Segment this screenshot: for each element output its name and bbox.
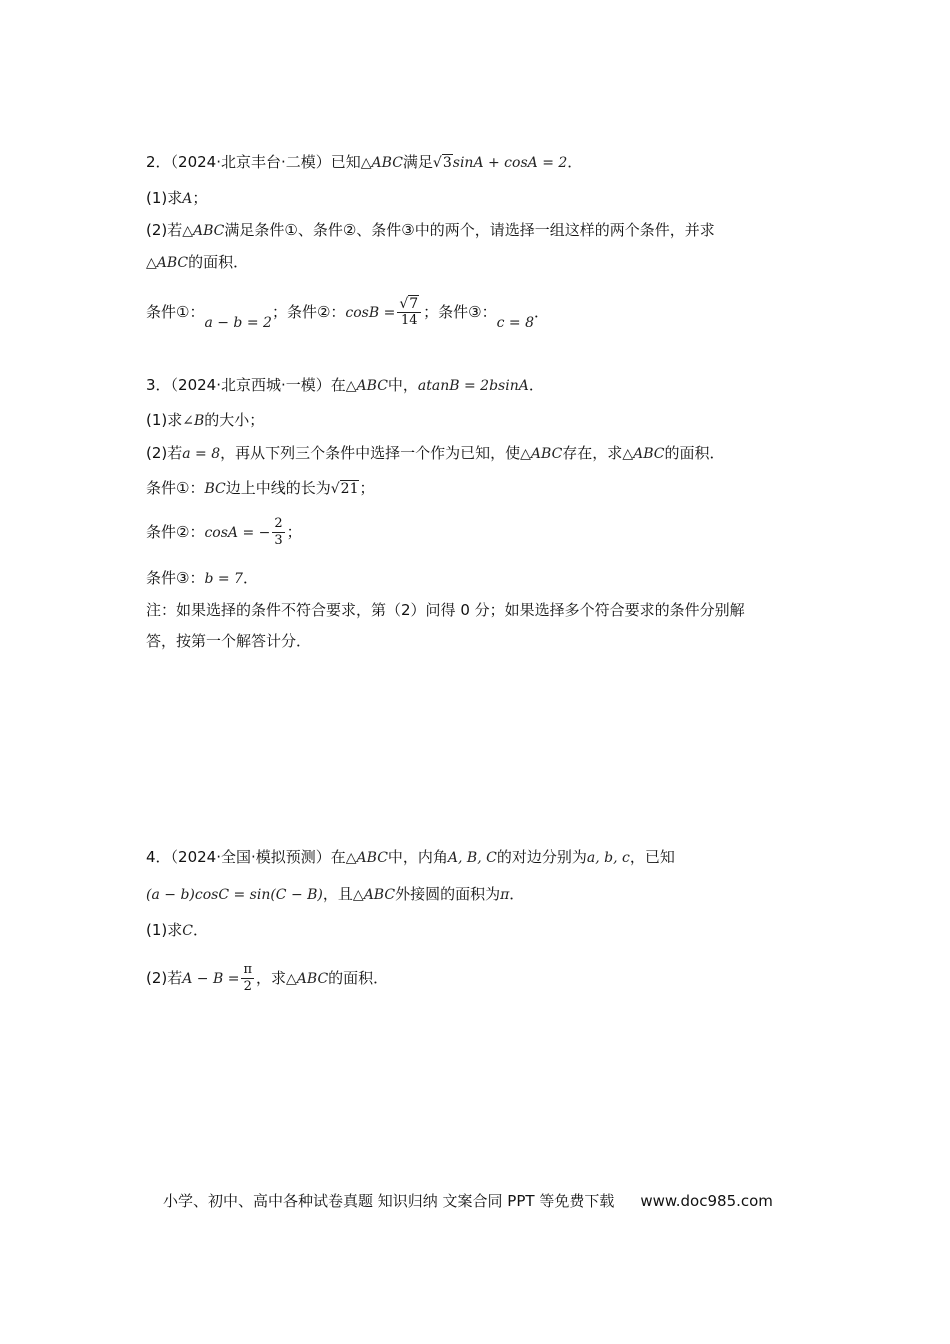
q4-sides: a, b, c [586,850,630,866]
q4-p1-var: C [182,923,193,939]
q2-part2-cont [146,252,248,273]
q3-note-line2: 答，按第一个解答计分． [146,632,312,650]
q2-cond1-label: 条件①： [146,303,205,321]
q2-stem [146,152,582,173]
q3-triangle: △ABC [345,378,388,394]
q4-pi: π [500,887,510,903]
q2-p2-text: 满足条件①、条件②、条件③中的两个，请选择一组这样的两个条件，并求 [224,221,715,239]
q3-note-line1: 注：如果选择的条件不符合要求，第（2）问得 0 分；如果选择多个符合要求的条件分别解 [146,601,745,619]
q2-cond3-end: ． [534,303,550,321]
q4-triangle-2: △ABC [352,887,396,903]
q4-stem [146,847,675,868]
q4-p2-text: ，求 [256,969,287,987]
q2-p1-suffix: ； [192,189,208,207]
q2-satisfy: 满足 [402,153,433,171]
q3-equation: atanB = 2bsinA [417,378,529,394]
q3-cond1 [146,478,375,499]
page-footer [163,1190,773,1211]
q2-end: ． [567,153,583,171]
q3-c3-end: ． [242,569,258,587]
q2-head: 2．（2024·北京丰台·二模）已知 [146,153,361,171]
q3-part1 [146,410,264,431]
q2-p2-triangle: △ABC [182,223,225,239]
q3-c3-expr: b = 7 [204,571,243,587]
q2-sqrt: √3 [432,155,452,171]
q4-and: ，且 [322,885,353,903]
q3-p2-area: 的面积． [664,444,725,462]
q2-cond2-pre: cosB = [345,305,396,321]
q3-cond2 [146,512,302,553]
q3-stem [146,375,544,396]
q2-conditions [146,292,549,333]
q2-cond2-fraction: $\frac{√7}{14}$ [397,296,421,329]
q4-mid: 中，内角 [387,848,448,866]
footer-text: 小学、初中、高中各种试卷真题 知识归纳 文案合同 PPT 等免费下载 [163,1192,615,1210]
q2-p2-area: 的面积． [188,253,249,271]
q4-p1-suffix: ． [192,921,208,939]
q2-triangle: △ABC [360,155,403,171]
q3-c2-end: ； [286,523,302,541]
q3-p2-triangle: △ABC [520,446,563,462]
q4-triangle: △ABC [345,850,388,866]
q4-p1-prefix: (1)求 [146,921,183,939]
footer-url[interactable]: www.doc985.com [640,1192,773,1210]
q3-p2-text: ，再从下列三个条件中选择一个作为已知，使 [220,444,521,462]
q2-cond3-expr: c = 8 [496,315,535,331]
q4-stem-cont [146,884,524,905]
q2-p2-prefix: (2)若 [146,221,183,239]
q4-p2-area: 的面积． [328,969,389,987]
q4-circle: 外接圆的面积为 [395,885,501,903]
q2-p1-var: A [182,191,193,207]
q3-p1-var: ∠B [182,413,205,429]
q2-part1 [146,188,207,209]
q3-head: 3．（2024·北京西城·一模）在 [146,376,346,394]
q3-c2-label: 条件②： [146,523,205,541]
q3-c3-label: 条件③： [146,569,205,587]
q3-c1-sqrt: √21 [330,481,359,497]
q3-c1-label: 条件①： [146,479,205,497]
q3-c1-var: BC [204,481,226,497]
q2-part2 [146,220,715,241]
q2-cond3-label: ；条件③： [423,303,497,321]
q2-p2-triangle-2: △ABC [146,255,189,271]
q4-head: 4．（2024·全国·模拟预测）在 [146,848,346,866]
q4-p2-pre: A − B = [182,971,240,987]
q4-p2-prefix: (2)若 [146,969,183,987]
q4-end: ． [509,885,525,903]
q3-mid: 中， [387,376,418,394]
q4-p2-fraction: $\frac{\pi}{2}$ [243,962,253,994]
q4-part2 [146,958,388,999]
q4-angles: A, B, C [447,850,497,866]
q3-p2-text2: 存在，求 [562,444,623,462]
q3-c1-end: ； [359,479,375,497]
q2-cond1-expr: a − b = 2 [204,315,272,331]
q3-c2-fraction: $\frac{2}{3}$ [274,516,283,548]
q3-part2 [146,443,724,464]
q3-end: ． [528,376,544,394]
q3-p2-var: a = 8 [182,446,221,462]
q4-equation: (a − b)cosC = sin(C − B) [146,887,323,903]
q3-c1-text: 边上中线的长为 [225,479,331,497]
q3-p1-prefix: (1)求 [146,411,183,429]
q2-equation: sinA + cosA = 2 [452,155,568,171]
q4-p2-triangle: △ABC [286,971,329,987]
q3-p1-suffix: 的大小； [204,411,265,429]
q4-opp: 的对边分别为 [496,848,587,866]
q2-cond2-label: ；条件②： [271,303,346,321]
q3-cond3 [146,568,258,589]
q3-c2-pre: cosA = − [204,525,271,541]
q4-known: ，已知 [629,848,675,866]
q4-part1 [146,920,208,941]
q2-p1-prefix: (1)求 [146,189,183,207]
q3-p2-prefix: (2)若 [146,444,183,462]
q3-p2-triangle-2: △ABC [622,446,665,462]
